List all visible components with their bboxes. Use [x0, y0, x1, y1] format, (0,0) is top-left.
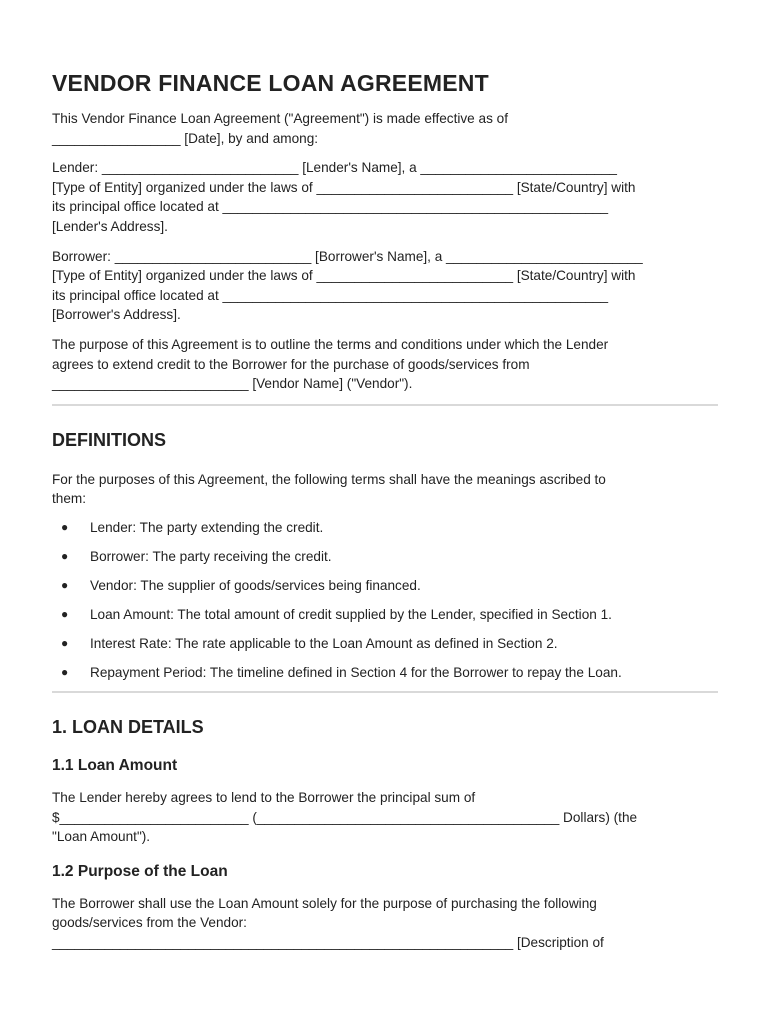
- loan-amount-heading: 1.1 Loan Amount: [52, 756, 178, 774]
- list-item: [52, 605, 718, 625]
- loan-amount-line: "Loan Amount").: [52, 829, 151, 845]
- loan-purpose-paragraph: [52, 894, 718, 953]
- definition-text: Lender: The party extending the credit.: [90, 519, 324, 535]
- definition-text: Loan Amount: The total amount of credit supplied by the Lender, specified in Section 1.: [90, 607, 612, 623]
- loan-details-heading: 1. LOAN DETAILS: [52, 716, 204, 737]
- borrower-line: [Type of Entity] organized under the laws of __________________________ [State/Country] with: [52, 268, 636, 284]
- section-divider: [52, 691, 718, 693]
- loan-purpose-line: _____________________________________________________________ [Description of: [52, 934, 604, 950]
- definitions-list: [52, 518, 718, 683]
- intro-paragraph: [52, 109, 718, 148]
- definitions-heading: DEFINITIONS: [52, 429, 167, 450]
- definitions-intro-line: For the purposes of this Agreement, the following terms shall have the meanings ascribed to: [52, 471, 606, 487]
- borrower-paragraph: [52, 247, 718, 325]
- loan-amount-line: The Lender hereby agrees to lend to the Borrower the principal sum of: [52, 789, 476, 805]
- bullet-icon: ●: [61, 519, 69, 534]
- definition-text: Borrower: The party receiving the credit.: [90, 549, 332, 564]
- bullet-icon: ●: [61, 636, 69, 651]
- definitions-intro-line: them:: [52, 491, 86, 507]
- purpose-line: __________________________ [Vendor Name] ("Vendor").: [52, 376, 413, 392]
- definition-text: Vendor: The supplier of goods/services being financed.: [90, 578, 421, 594]
- list-item: [52, 547, 718, 567]
- lender-line: Lender: __________________________ [Lender's Name], a __________________________: [52, 160, 617, 176]
- definition-text: Interest Rate: The rate applicable to the Loan Amount as defined in Section 2.: [90, 636, 558, 652]
- purpose-paragraph: [52, 335, 718, 394]
- loan-purpose-line: goods/services from the Vendor:: [52, 915, 247, 931]
- definition-text: Repayment Period: The timeline defined in Section 4 for the Borrower to repay the Loan.: [90, 665, 622, 681]
- lender-paragraph: [52, 158, 718, 236]
- bullet-icon: ●: [61, 607, 69, 622]
- loan-amount-line: $_________________________ (________________________________________ Dollars) (the: [52, 809, 638, 825]
- borrower-line: Borrower: __________________________ [Borrower's Name], a __________________________: [52, 248, 643, 264]
- loan-purpose-heading: 1.2 Purpose of the Loan: [52, 862, 228, 880]
- purpose-line: The purpose of this Agreement is to outline the terms and conditions under which the Lender: [52, 336, 609, 352]
- bullet-icon: ●: [61, 665, 69, 680]
- list-item: [52, 576, 718, 596]
- intro-line: This Vendor Finance Loan Agreement ("Agreement") is made effective as of: [52, 111, 508, 126]
- definitions-intro: [52, 470, 718, 509]
- section-divider: [52, 404, 718, 406]
- bullet-icon: ●: [61, 578, 69, 593]
- purpose-line: agrees to extend credit to the Borrower for the purchase of goods/services from: [52, 356, 530, 372]
- borrower-line: [Borrower's Address].: [52, 307, 181, 323]
- loan-purpose-line: The Borrower shall use the Loan Amount solely for the purpose of purchasing the following: [52, 895, 597, 911]
- borrower-line: its principal office located at ___________________________________________________: [52, 287, 609, 303]
- list-item: [52, 518, 718, 538]
- list-item: [52, 663, 718, 683]
- lender-line: [Lender's Address].: [52, 218, 168, 234]
- document-title: VENDOR FINANCE LOAN AGREEMENT: [52, 70, 489, 96]
- bullet-icon: ●: [61, 549, 69, 563]
- lender-line: its principal office located at ___________________________________________________: [52, 199, 609, 215]
- list-item: [52, 634, 718, 654]
- intro-line: _________________ [Date], by and among:: [52, 130, 319, 146]
- loan-amount-paragraph: [52, 788, 718, 847]
- lender-line: [Type of Entity] organized under the laws of __________________________ [State/Country] with: [52, 179, 636, 195]
